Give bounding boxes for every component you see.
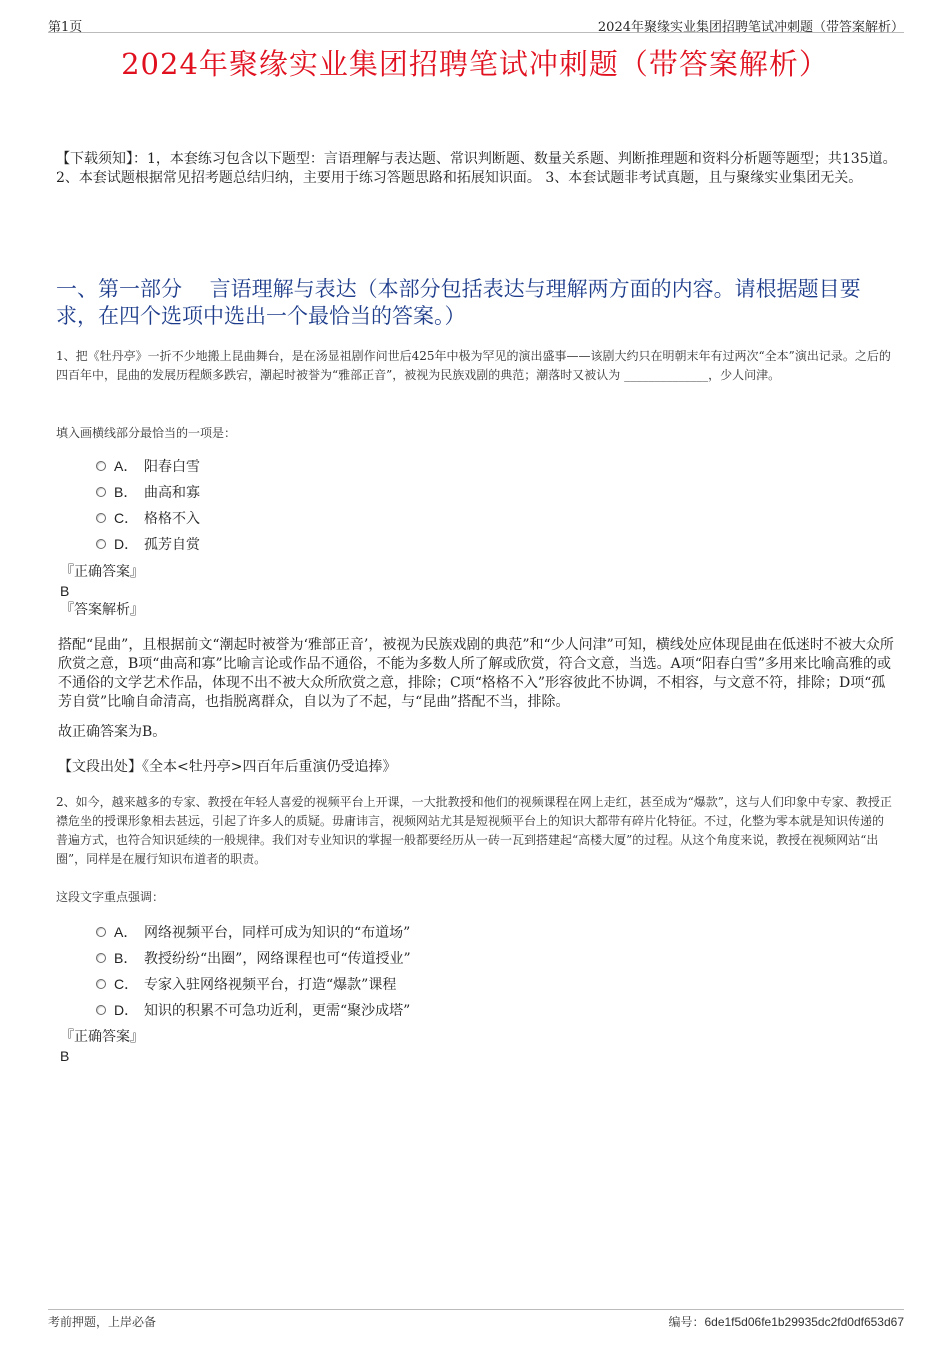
question-2-option-b[interactable]: B． 教授纷纷“出圈”，网络课程也可“传道授业” <box>96 945 411 971</box>
question-1-options <box>96 453 200 557</box>
question-1-option-c[interactable]: C． 格格不入 <box>96 505 200 531</box>
radio-icon[interactable] <box>96 487 106 497</box>
answer-label: 『正确答案』 <box>60 1029 144 1045</box>
question-1-option-d[interactable]: D． 孤芳自赏 <box>96 531 200 557</box>
question-1-text: 1、把《牡丹亭》一折不少地搬上昆曲舞台，是在汤显祖剧作问世后425年中极为罕见的演出盛事——该剧大约只在明朝末年有过两次“全本”演出记录。之后的四百年中，昆曲的发展历程颇多跌宕，潮起时被誉为“雅部正音”，被视为民族戏剧的典范；潮落时又被认为 ______________，少人问津。 <box>56 349 891 382</box>
question-1-option-b[interactable]: B． 曲高和寡 <box>96 479 200 505</box>
footer-code <box>668 1313 904 1330</box>
footer-code-label: 编号： <box>668 1315 705 1329</box>
radio-icon[interactable] <box>96 461 106 471</box>
question-1-conclusion: 故正确答案为B。 <box>58 724 167 740</box>
question-1-analysis: 搭配“昆曲”，且根据前文“潮起时被誉为‘雅部正音’，被视为民族戏剧的典范”和“少人问津”可知，横线处应体现昆曲在低迷时不被大众所欣赏之意，B项“曲高和寡”比喻言论或作品不通俗，不能为多数人所了解或欣赏，符合文意，当选。A项“阳春白雪”多用来比喻高雅的或不通俗的文学艺术作品，体现不出不被大众所欣赏之意，排除；C项“格格不入”形容彼此不协调，不相容，与文意不符，排除；D项“孤芳自赏”比喻自命清高，也指脱离群众，自以为了不起，与“昆曲”搭配不当，排除。 <box>58 637 894 710</box>
radio-icon[interactable] <box>96 979 106 989</box>
question-2-prompt: 这段文字重点强调： <box>56 890 165 904</box>
radio-icon[interactable] <box>96 927 106 937</box>
answer-value: B <box>60 583 70 599</box>
question-2-text: 2、如今，越来越多的专家、教授在年轻人喜爱的视频平台上开课，一大批教授和他们的视频课程在网上走红，甚至成为“爆款”，这与人们印象中专家、教授正襟危坐的授课形象相去甚远，引起了许多人的质疑。毋庸讳言，视频网站尤其是短视频平台上的知识大都带有碎片化特征。不过，化整为零本就是知识传递的普遍方式，也符合知识延续的一般规律。我们对专业知识的掌握一般都要经历从一砖一瓦到搭建起“高楼大厦”的过程。从这个角度来说，教授在视频网站“出圈”，同样是在履行知识布道者的职责。 <box>56 795 892 866</box>
footer-divider <box>48 1309 904 1310</box>
question-1-prompt: 填入画横线部分最恰当的一项是： <box>56 426 237 440</box>
footer-slogan: 考前押题，上岸必备 <box>48 1315 157 1329</box>
radio-icon[interactable] <box>96 1005 106 1015</box>
header-doc-title: 2024年聚缘实业集团招聘笔试冲刺题（带答案解析） <box>597 20 904 35</box>
document-title: 2024年聚缘实业集团招聘笔试冲刺题（带答案解析） <box>121 47 829 81</box>
question-1-option-a[interactable]: A． 阳春白雪 <box>96 453 200 479</box>
answer-label: 『正确答案』 <box>60 564 144 580</box>
question-2-options <box>96 919 411 1023</box>
question-2-answer-block <box>60 1028 144 1066</box>
page-header <box>48 14 904 33</box>
radio-icon[interactable] <box>96 539 106 549</box>
question-2-option-c[interactable]: C． 专家入驻网络视频平台，打造“爆款”课程 <box>96 971 411 997</box>
question-2-option-a[interactable]: A． 网络视频平台，同样可成为知识的“布道场” <box>96 919 411 945</box>
footer-code-value: 6de1f5d06fe1b29935dc2fd0df653d67 <box>704 1315 904 1329</box>
question-1-answer-block <box>60 563 144 620</box>
radio-icon[interactable] <box>96 953 106 963</box>
answer-value: B <box>60 1048 70 1064</box>
section-title: 一、第一部分 言语理解与表达（本部分包括表达与理解两方面的内容。请根据题目要求，在四个选项中选出一个最恰当的答案。） <box>56 277 861 328</box>
page-number: 第1页 <box>48 20 83 35</box>
radio-icon[interactable] <box>96 513 106 523</box>
question-2-option-d[interactable]: D． 知识的积累不可急功近利，更需“聚沙成塔” <box>96 997 411 1023</box>
question-1-source: 【文段出处】《全本<牡丹亭>四百年后重演仍受追捧》 <box>58 759 397 775</box>
download-notice: 【下载须知】：1，本套练习包含以下题型：言语理解与表达题、常识判断题、数量关系题、判断推理题和资料分析题等题型；共135道。 2、本套试题根据常见招考题总结归纳，主要用于练习答题思路和拓展知识面。 3、本套试题非考试真题，且与聚缘实业集团无关。 <box>56 151 897 186</box>
analysis-label: 『答案解析』 <box>60 602 144 618</box>
